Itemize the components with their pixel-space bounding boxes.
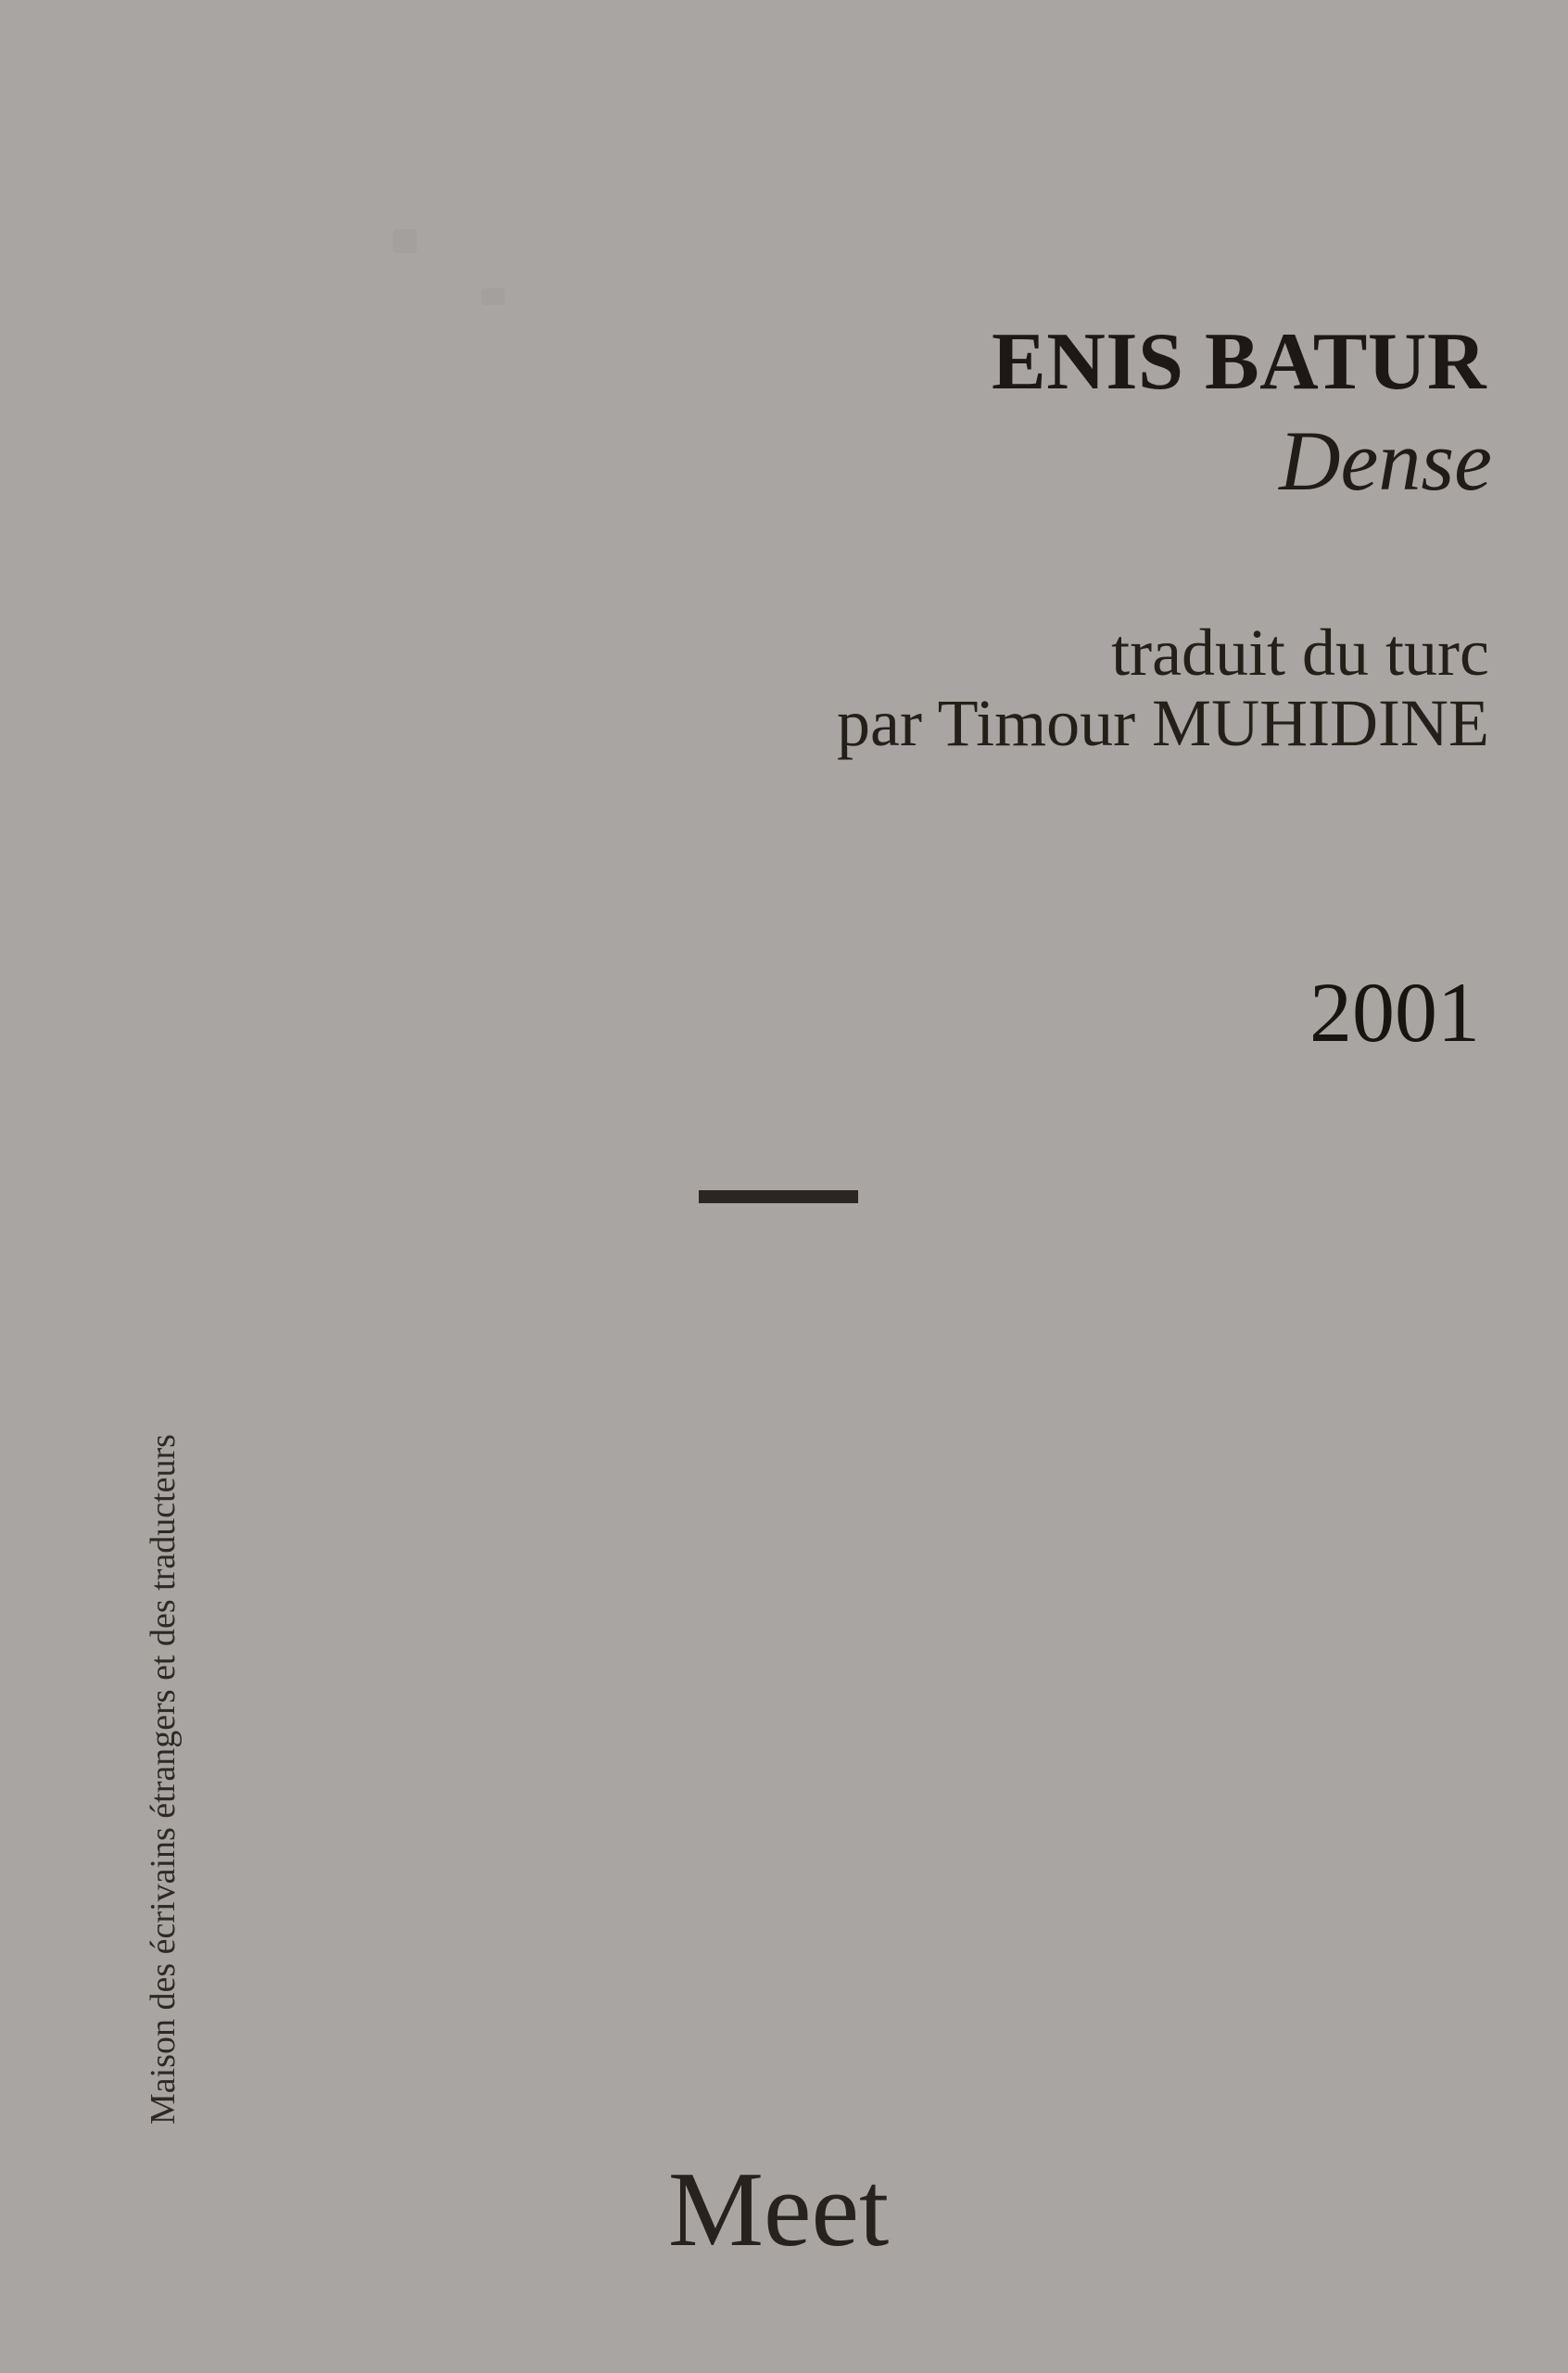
divider-dash xyxy=(699,1190,858,1203)
book-title: Dense xyxy=(1279,413,1492,508)
author-name: ENIS BATUR xyxy=(992,317,1486,407)
publisher-logo-text: Meet xyxy=(667,2151,890,2269)
translation-credit-line1: traduit du turc xyxy=(1111,615,1489,690)
publisher-full-name-vertical: Maison des écrivains étrangers et des traducteurs xyxy=(144,1434,183,2125)
translation-credit-line2: par Timour MUHIDINE xyxy=(836,686,1489,760)
paper-smudge xyxy=(393,229,417,253)
publication-year: 2001 xyxy=(1309,965,1480,1060)
paper-smudge xyxy=(481,288,505,305)
translation-credit xyxy=(837,617,1489,758)
